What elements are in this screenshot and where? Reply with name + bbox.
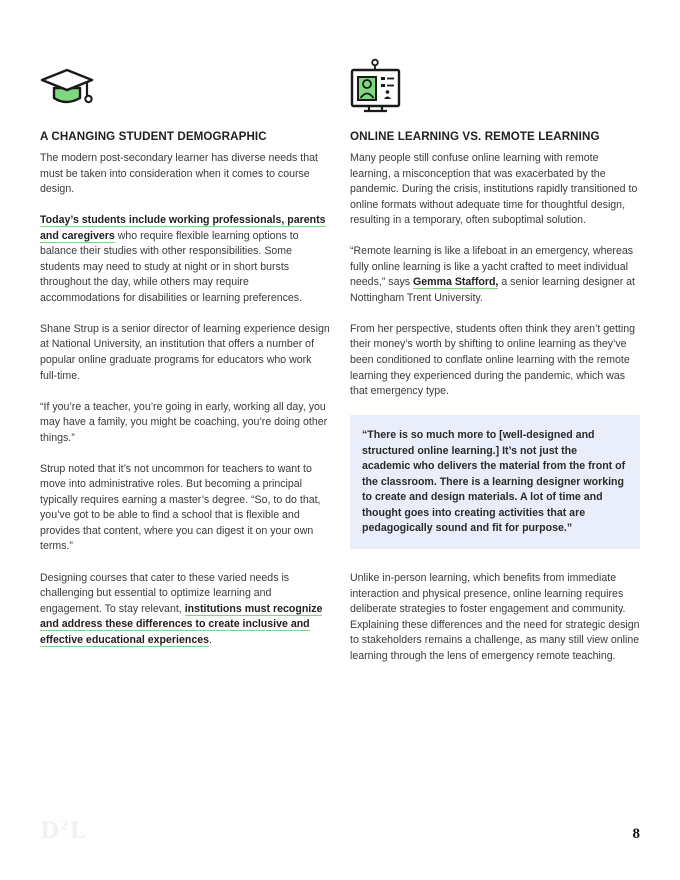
right-column [350, 58, 640, 680]
paragraph: Many people still confuse online learning with remote learning, a misconception that was exacerbated by the pandemic. During the crisis, institutions rapidly transitioned to online formats without adequate time for thoughtful design, resulting in a temporary, often suboptimal solution. [350, 152, 638, 227]
left-column [40, 58, 330, 664]
page-number: 8 [632, 826, 640, 842]
online-classroom-screen-icon [350, 58, 640, 114]
paragraph [40, 213, 330, 306]
paragraph-text: Designing courses that cater to these varied needs is challenging but essential to optimize learning and engagement. To stay relevant, [40, 571, 290, 615]
paragraph: Unlike in-person learning, which benefits from immediate interaction and physical presence, online learning requires deliberate strategies to foster engagement and community. Explaining these differences and the need for strategic design to stakeholders remains a challenge, as many still view online learning through the lens of emergency remote teaching. [350, 571, 640, 662]
paragraph-text: “Remote learning is like a lifeboat in an emergency, whereas fully online learning is like a yacht crafted to meet individual needs,” says [350, 245, 634, 289]
paragraph: Shane Strup is a senior director of learning experience design at National University, an institution that offers a number of popular online graduate programs for educators who work full-time. [40, 322, 330, 382]
highlighted-text: Today’s students include working professionals, parents and caregivers [40, 214, 326, 242]
paragraph [350, 244, 640, 306]
pull-quote-box [350, 415, 640, 549]
paragraph: “If you’re a teacher, you’re going in early, working all day, you may have a family, you might be coaching, you’re doing other things.” [40, 400, 328, 444]
pull-quote: “There is so much more to [well-designed and structured online learning.] It’s not just the academic who delivers the material from the front of the classroom. There is a learning designer working to create and design materials. A lot of time and thought goes into creating activities that are pedagogically sound and fit for purpose.” [362, 429, 626, 535]
paragraph-text: a senior learning designer at Nottingham Trent University. [350, 276, 636, 304]
paragraph [40, 571, 330, 649]
section-heading: A CHANGING STUDENT DEMOGRAPHIC [40, 130, 267, 143]
d2l-logo: $D^2L$ [40, 818, 86, 844]
paragraph-text: who require flexible learning options to balance their studies with other responsibilities. Some students may need to study at night or in short bursts throughout the day, while others may require accommodations for disabilities or learning preferences. [40, 229, 303, 304]
graduation-cap-icon [40, 58, 330, 114]
highlighted-text: institutions must recognize and address these differences to create inclusive and effective educational experiences [40, 602, 323, 646]
highlighted-name: Gemma Stafford, [413, 276, 499, 289]
section-heading: ONLINE LEARNING VS. REMOTE LEARNING [350, 130, 600, 143]
paragraph: From her perspective, students often think they aren’t getting their money’s worth by shifting to online learning as they’ve been conditioned to conflate online learning with the remote learning they experienced during the pandemic, which was that emergency type. [350, 322, 636, 398]
paragraph: Strup noted that it’s not uncommon for teachers to want to move into administrative roles. But becoming a principal typically requires earning a master’s degree. “So, to do that, you’ve got to be able to find a school that is flexible and provides that content, where you can digest it on your own terms.” [40, 462, 321, 553]
paragraph: The modern post-secondary learner has diverse needs that must be taken into consideration when it comes to course design. [40, 152, 318, 196]
paragraph-text: . [209, 633, 212, 646]
